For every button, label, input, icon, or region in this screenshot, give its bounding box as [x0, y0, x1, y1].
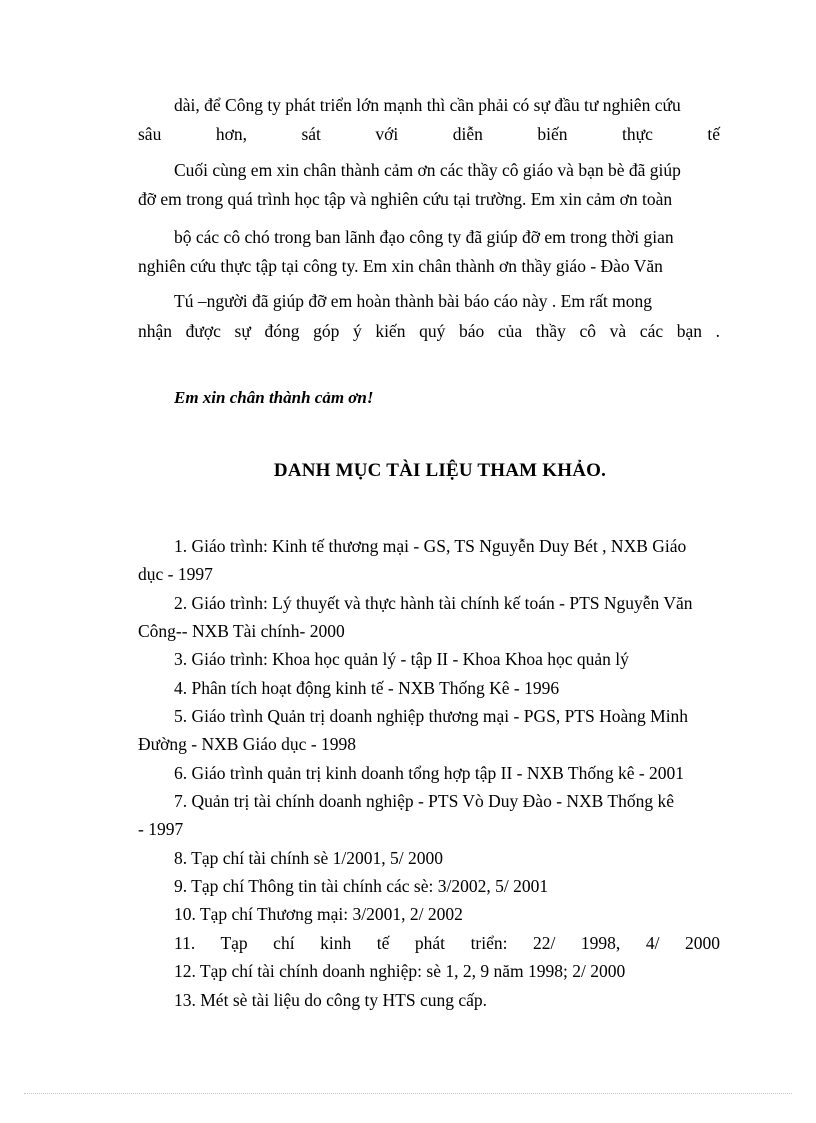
body-line-7: Tú –người đã giúp đỡ em hoàn thành bài báo cáo này . Em rất mong	[174, 291, 653, 311]
body-line-4: đỡ em trong quá trình học tập và nghiên cứu tại trường. Em xin cảm ơn toàn	[138, 189, 673, 209]
body-line-3: Cuối cùng em xin chân thành cảm ơn các thầy cô giáo và bạn bè đã giúp	[174, 160, 681, 180]
body-line-8: nhận được sự đóng góp ý kiến quý báo của thầy cô và các bạn .	[138, 321, 720, 341]
reference-line: Công-- NXB Tài chính- 2000	[138, 621, 345, 641]
reference-line: 9. Tạp chí Thông tin tài chính các sè: 3/2002, 5/ 2001	[174, 876, 549, 896]
reference-line: 4. Phân tích hoạt động kinh tế - NXB Thống Kê - 1996	[174, 678, 560, 698]
body-line-2: sâu hơn, sát với diễn biến thực tế	[138, 124, 720, 144]
reference-line: 13. Mét sè tài liệu do công ty HTS cung cấp.	[174, 990, 487, 1010]
reference-line: 11. Tạp chí kinh tế phát triển: 22/ 1998, 4/ 2000	[174, 933, 720, 953]
reference-line: - 1997	[138, 819, 184, 839]
reference-line: dục - 1997	[138, 564, 213, 584]
reference-line: 6. Giáo trình quản trị kinh doanh tổng hợp tập II - NXB Thống kê - 2001	[174, 763, 685, 783]
reference-line: 2. Giáo trình: Lý thuyết và thực hành tài chính kế toán - PTS Nguyễn Văn	[174, 593, 693, 613]
reference-line: 7. Quản trị tài chính doanh nghiệp - PTS Vò Duy Đào - NXB Thống kê	[174, 791, 674, 811]
reference-line: 12. Tạp chí tài chính doanh nghiệp: sè 1, 2, 9 năm 1998; 2/ 2000	[174, 961, 626, 981]
reference-line: 8. Tạp chí tài chính sè 1/2001, 5/ 2000	[174, 848, 443, 868]
closing-thanks: Em xin chân thành cảm ơn!	[174, 388, 374, 407]
footer-divider	[24, 1093, 792, 1094]
body-line-1: dài, để Công ty phát triển lớn mạnh thì cần phải có sự đầu tư nghiên cứu	[174, 95, 681, 115]
reference-line: 5. Giáo trình Quản trị doanh nghiệp thương mại - PGS, PTS Hoàng Minh	[174, 706, 689, 726]
body-line-5: bộ các cô chó trong ban lãnh đạo công ty đã giúp đỡ em trong thời gian	[174, 227, 674, 247]
reference-line: 1. Giáo trình: Kinh tế thương mại - GS, TS Nguyễn Duy Bét , NXB Giáo	[174, 536, 687, 556]
reference-line: 10. Tạp chí Thương mại: 3/2001, 2/ 2002	[174, 904, 463, 924]
body-line-6: nghiên cứu thực tập tại công ty. Em xin chân thành ơn thầy giáo - Đào Văn	[138, 256, 663, 276]
references-title: DANH MỤC TÀI LIỆU THAM KHẢO.	[273, 460, 607, 481]
reference-line: Đường - NXB Giáo dục - 1998	[138, 734, 357, 754]
reference-line: 3. Giáo trình: Khoa học quản lý - tập II - Khoa Khoa học quản lý	[174, 649, 629, 669]
